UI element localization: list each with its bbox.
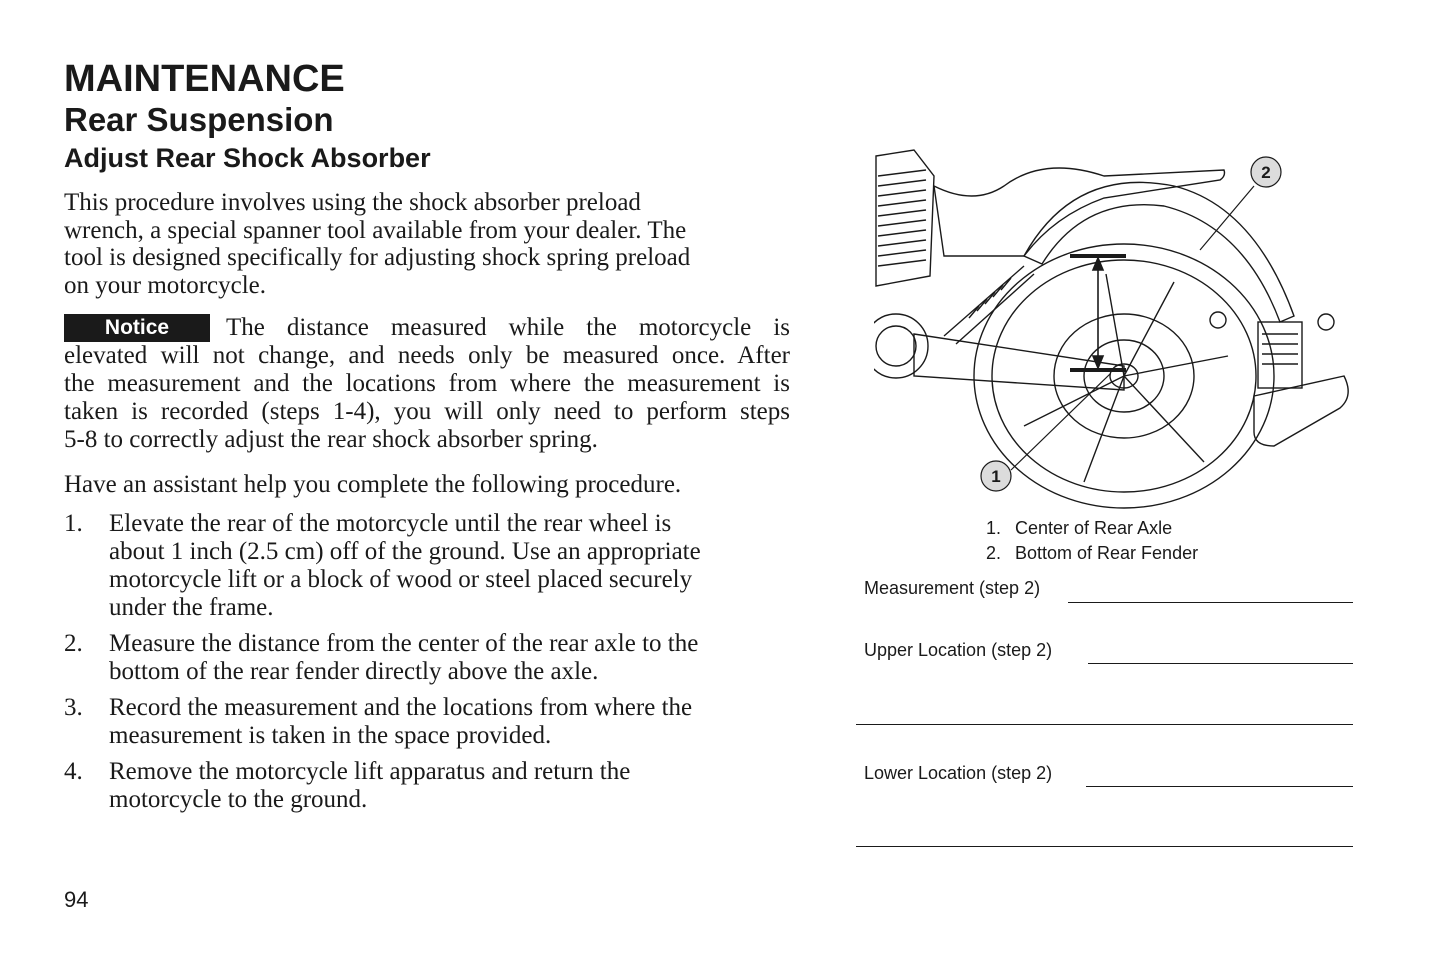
notice-line: taken is recorded (steps 1-4), you will only need to perform steps bbox=[64, 398, 790, 425]
step-text: Measure the distance from the center of the rear axle to the bottom of the rear fender directly above the axle. bbox=[109, 630, 699, 685]
legend-number: 1. bbox=[986, 518, 1002, 538]
lower-location-entry-line-2 bbox=[856, 846, 1353, 847]
legend-item bbox=[986, 516, 1198, 541]
lower-location-label: Lower Location (step 2) bbox=[864, 763, 1053, 783]
notice-line: the measurement and the locations from where the measurement is bbox=[64, 370, 790, 397]
notice-line: 5-8 to correctly adjust the rear shock absorber spring. bbox=[64, 426, 598, 453]
step-number: 4. bbox=[64, 758, 83, 785]
step-number: 3. bbox=[64, 694, 83, 721]
callout-2 bbox=[1251, 157, 1281, 187]
figure-legend bbox=[986, 516, 1198, 566]
swingarm bbox=[914, 334, 1124, 390]
rear-wheel bbox=[974, 244, 1274, 508]
legend-number: 2. bbox=[986, 543, 1002, 563]
license-plate bbox=[1258, 322, 1302, 388]
step-number: 2. bbox=[64, 630, 83, 657]
callout-1 bbox=[981, 461, 1011, 491]
upper-location-entry-line bbox=[1088, 663, 1353, 664]
measurement-entry-line bbox=[1068, 602, 1353, 603]
topic-title: Adjust Rear Shock Absorber bbox=[64, 143, 431, 173]
notice-badge: Notice bbox=[64, 314, 210, 342]
step-text: Record the measurement and the locations from where the measurement is taken in the space provided. bbox=[109, 694, 693, 749]
legend-item bbox=[986, 541, 1198, 566]
lower-location-entry-line bbox=[1086, 786, 1353, 787]
step-text: Elevate the rear of the motorcycle until the rear wheel is about 1 inch (2.5 cm) off of the ground. Use an appropriate motorcycle lift or a block of wood or steel placed securely under the frame. bbox=[109, 510, 701, 621]
callout-1-label: 1 bbox=[991, 467, 1001, 486]
callout-2-label: 2 bbox=[1261, 163, 1271, 182]
engine-block bbox=[874, 150, 934, 378]
notice-line: elevated will not change, and needs only be measured once. After bbox=[64, 342, 790, 369]
subsection-title: Rear Suspension bbox=[64, 101, 334, 138]
step-item bbox=[64, 758, 784, 814]
measurement-label: Measurement (step 2) bbox=[864, 578, 1041, 598]
page-number: 94 bbox=[64, 887, 89, 912]
legend-label: Bottom of Rear Fender bbox=[1015, 543, 1199, 563]
step-item bbox=[64, 510, 784, 622]
assistant-instruction: Have an assistant help you complete the following procedure. bbox=[64, 471, 682, 498]
step-item bbox=[64, 630, 784, 686]
legend-label: Center of Rear Axle bbox=[1015, 518, 1173, 538]
turn-signal bbox=[1210, 312, 1226, 328]
notice-first-line: The distance measured while the motorcycle is bbox=[226, 314, 790, 341]
upper-location-label: Upper Location (step 2) bbox=[864, 640, 1053, 660]
rear-wheel-illustration bbox=[874, 146, 1360, 514]
upper-location-entry-line-2 bbox=[856, 724, 1353, 725]
notice-text bbox=[64, 342, 790, 454]
intro-paragraph: This procedure involves using the shock absorber preload wrench, a special spanner tool available from your dealer. The tool is designed specifically for adjusting shock spring preload on your motorcycle. bbox=[64, 189, 691, 299]
step-number: 1. bbox=[64, 510, 83, 537]
notice-block bbox=[64, 314, 790, 454]
step-text: Remove the motorcycle lift apparatus and return the motorcycle to the ground. bbox=[109, 758, 631, 813]
step-item bbox=[64, 694, 784, 750]
turn-signal bbox=[1318, 314, 1334, 330]
section-title: MAINTENANCE bbox=[64, 58, 345, 100]
procedure-steps bbox=[64, 510, 784, 822]
rear-fender bbox=[1024, 182, 1294, 322]
